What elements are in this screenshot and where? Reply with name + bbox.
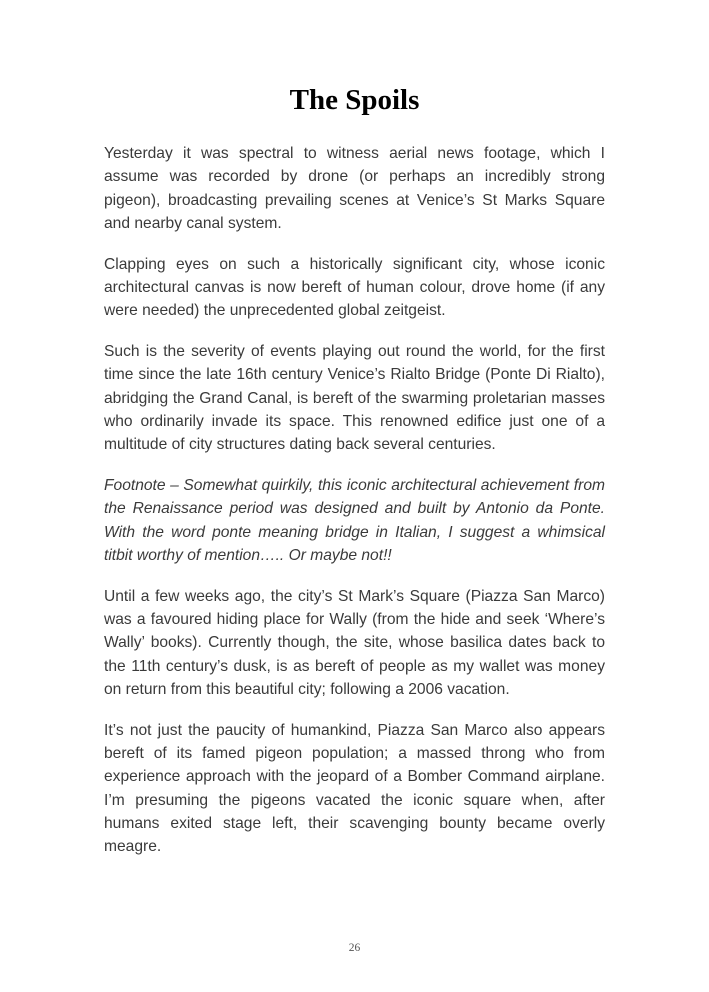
paragraph: Clapping eyes on such a historically significant city, whose iconic architectural canvas is now bereft of human colour, drove home (if any were needed) the unprecedented global zeitgeist. (104, 255, 605, 320)
page-number: 26 (348, 942, 361, 954)
paragraph: Such is the severity of events playing out round the world, for the first time since the late 16th century Venice’s Rialto Bridge (Ponte Di Rialto), abridging the Grand Canal, is bereft of the swarming proletarian masses who ordinarily invade its space. This renowned edifice just one of a multitude of city structures dating back several centuries. (104, 343, 605, 454)
paragraph: Yesterday it was spectral to witness aerial news footage, which I assume was recorded by drone (or perhaps an incredibly strong pigeon), broadcasting prevailing scenes at Venice’s St Marks Square and nearby canal system. (104, 145, 605, 232)
footnote-paragraph: Footnote – Somewhat quirkily, this iconic architectural achievement from the Renaissance period was designed and built by Antonio da Ponte. With the word ponte meaning bridge in Italian, I suggest a whimsical titbit worthy of mention….. Or maybe not!! (104, 477, 605, 564)
body-text (104, 142, 605, 876)
page-title: The Spoils (289, 84, 420, 116)
paragraph: It’s not just the paucity of humankind, Piazza San Marco also appears bereft of its famed pigeon population; a massed throng who from experience approach with the jeopard of a Bomber Command airplane. I’m presuming the pigeons vacated the iconic square when, after humans exited stage left, their scavenging bounty became overly meagre. (104, 721, 605, 856)
paragraph: Until a few weeks ago, the city’s St Mark’s Square (Piazza San Marco) was a favoured hiding place for Wally (from the hide and seek ‘Where’s Wally’ books). Currently though, the site, whose basilica dates back to the 11th century’s dusk, is as bereft of people as my wallet was money on return from this beautiful city; following a 2006 vacation. (104, 587, 605, 698)
